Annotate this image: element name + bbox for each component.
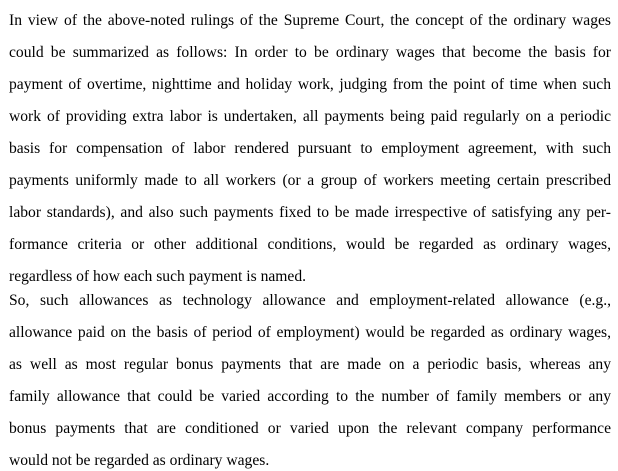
- text-line: formance criteria or other additional conditions, would be regarded as ordinary wages,: [9, 236, 611, 253]
- text-line: labor standards), and also such payments fixed to be made irrespective of satisfying any per-: [9, 204, 611, 221]
- text-line: In view of the above-noted rulings of the Supreme Court, the concept of the ordinary wages: [9, 12, 611, 29]
- text-line: could be summarized as follows: In order to be ordinary wages that become the basis for: [9, 44, 611, 61]
- text-line: would not be regarded as ordinary wages.: [9, 452, 270, 469]
- text-line: payments uniformly made to all workers (or a group of workers meeting certain prescribed: [9, 172, 611, 189]
- text-line: family allowance that could be varied according to the number of family members or any: [9, 388, 611, 405]
- text-line: work of providing extra labor is undertaken, all payments being paid regularly on a periodic: [9, 108, 611, 125]
- text-line: basis for compensation of labor rendered pursuant to employment agreement, with such: [9, 140, 611, 157]
- text-line: allowance paid on the basis of period of employment) would be regarded as ordinary wages,: [9, 324, 611, 341]
- text-line: as well as most regular bonus payments that are made on a periodic basis, whereas any: [9, 356, 611, 373]
- text-line: bonus payments that are conditioned or varied upon the relevant company performance: [9, 420, 611, 437]
- text-line: payment of overtime, nighttime and holiday work, judging from the point of time when such: [9, 76, 611, 93]
- text-line: regardless of how each such payment is named.: [9, 268, 307, 285]
- text-line: So, such allowances as technology allowance and employment-related allowance (e.g.,: [9, 292, 611, 309]
